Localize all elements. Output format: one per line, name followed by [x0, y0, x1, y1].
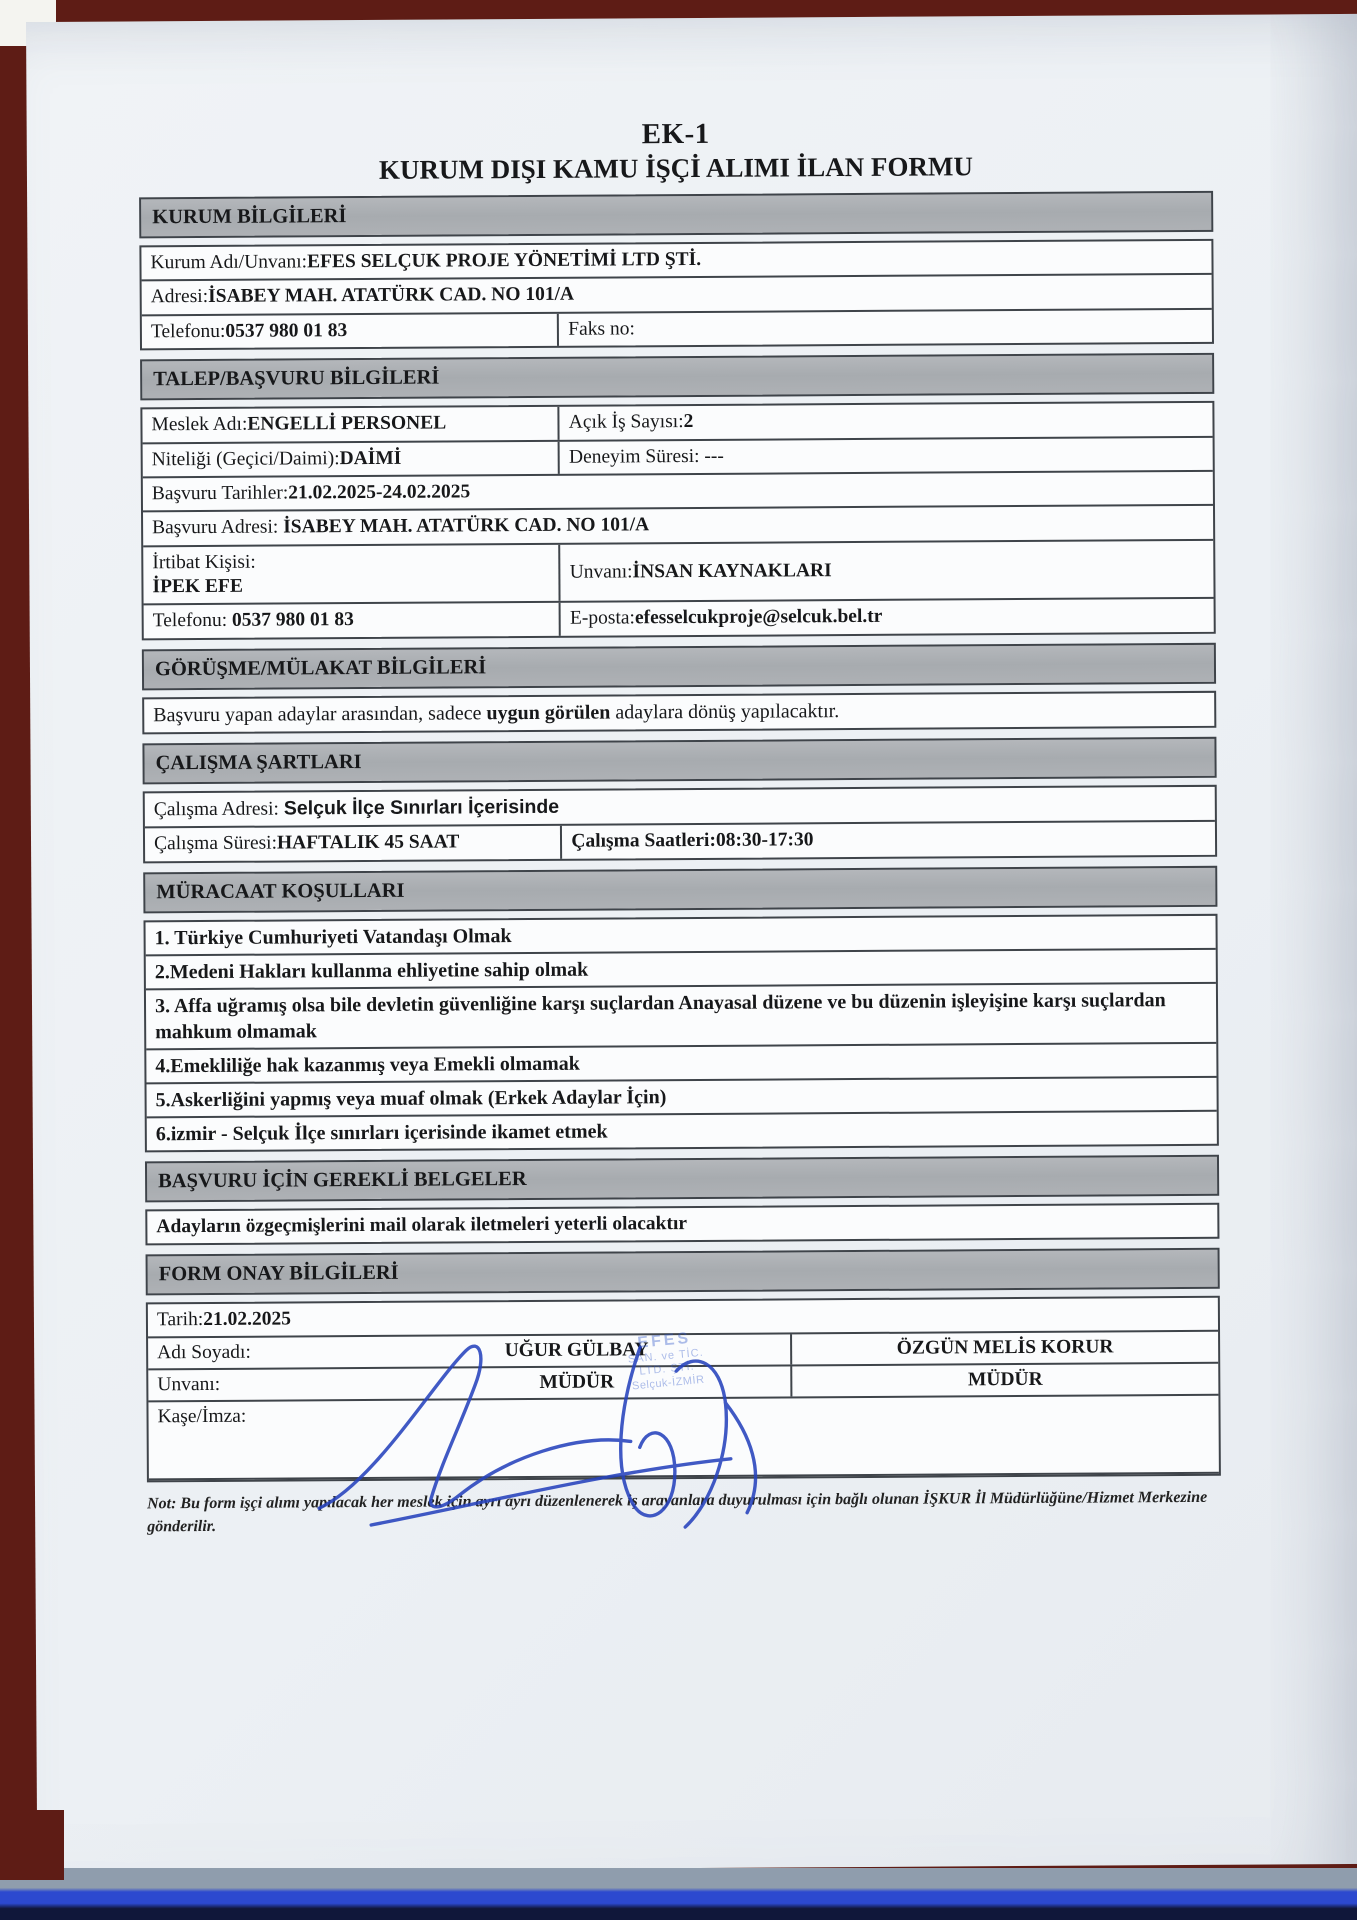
- section-header-form-onay: FORM ONAY BİLGİLERİ: [146, 1248, 1220, 1296]
- kosul-item-2: 2.Medeni Hakları kullanma ehliyetine sahip olmak: [146, 949, 1216, 990]
- field-value: 0537 980 01 83: [231, 609, 354, 632]
- field-label: Telefonu:: [150, 320, 226, 343]
- kosul-item-1: 1. Türkiye Cumhuriyeti Vatandaşı Olmak: [146, 915, 1216, 956]
- field-deneyim-suresi: [560, 437, 1213, 473]
- table-row: [144, 599, 1214, 638]
- field-label-unvani: Unvanı:: [157, 1374, 221, 1396]
- stamp-line: Selçuk-İZMİR: [631, 1373, 705, 1392]
- note-text: Bu form işçi alımı yapılacak her meslek için ayrı ayrı düzenlenerek iş arayanlara duyurulması için bağlı olunan İŞKUR İl Müdürlüğüne/Hizmet Merkezine gönderilir.: [147, 1489, 1208, 1536]
- stamp-line: SAN. ve TİC.: [627, 1346, 705, 1366]
- gerekli-belgeler-table: [145, 1202, 1219, 1245]
- section-header-gorusme-mulakat: GÖRÜŞME/MÜLAKAT BİLGİLERİ: [142, 643, 1216, 691]
- kosul-item-4: 4.Emekliliğe hak kazanmış veya Emekli olmamak: [146, 1043, 1216, 1084]
- field-value: ---: [699, 445, 724, 467]
- field-label: E-posta:: [569, 607, 636, 630]
- field-value: 21.02.2025: [203, 1308, 292, 1330]
- text-segment: adaylara dönüş yapılacaktır.: [610, 699, 840, 724]
- field-tarih: [148, 1298, 1218, 1337]
- field-label: Başvuru Tarihler:: [151, 482, 289, 505]
- onay-name-2: ÖZGÜN MELİS KORUR: [790, 1332, 1218, 1365]
- field-label: Başvuru Adresi:: [152, 516, 284, 539]
- field-value: İSABEY MAH. ATATÜRK CAD. NO 101/A: [283, 514, 650, 538]
- field-kurum-adi: [141, 241, 1211, 280]
- field-label: Çalışma Saatleri:: [571, 829, 716, 852]
- field-value: İNSAN KAYNAKLARI: [632, 559, 832, 583]
- field-label: Niteliği (Geçici/Daimi):: [151, 447, 340, 470]
- talep-basvuru-table: [140, 401, 1215, 640]
- gorusme-text: [153, 698, 933, 728]
- field-irtibat-telefon: [144, 603, 561, 638]
- field-label-kase-imza: Kaşe/İmza:: [157, 1405, 247, 1428]
- field-label: Adresi:: [150, 286, 209, 308]
- table-row: [142, 310, 1212, 349]
- field-label: Çalışma Süresi:: [153, 832, 278, 855]
- scanner-bottom-edge: [0, 1868, 1357, 1920]
- muracaat-kosullari-table: [143, 913, 1218, 1152]
- section-header-kurum-bilgileri: KURUM BİLGİLERİ: [139, 191, 1213, 239]
- field-calisma-adresi: [145, 787, 1215, 827]
- table-row: [143, 540, 1213, 605]
- section-header-gerekli-belgeler: BAŞVURU İÇİN GEREKLİ BELGELER: [145, 1154, 1219, 1202]
- field-calisma-saatleri: [562, 822, 1215, 858]
- field-label: Çalışma Adresi:: [153, 798, 284, 821]
- field-basvuru-tarihleri: [143, 472, 1213, 511]
- paper-sheet: [26, 14, 1357, 1872]
- field-calisma-suresi: [145, 826, 562, 861]
- form: [139, 115, 1222, 1539]
- kosul-item-5: 5.Askerliğini yapmış veya muaf olmak (Erkek Adaylar İçin): [147, 1077, 1217, 1118]
- footer-note: [147, 1486, 1221, 1539]
- field-value: HAFTALIK 45 SAAT: [276, 831, 460, 854]
- field-value: ENGELLİ PERSONEL: [247, 412, 447, 435]
- field-label: Tarih:: [156, 1308, 204, 1331]
- stamp-line: LTD. ŞTİ.: [638, 1360, 696, 1378]
- table-row: [145, 822, 1215, 861]
- field-value: İPEK EFE: [152, 575, 244, 598]
- field-acik-is-sayisi: [560, 403, 1213, 439]
- gorusme-mulakat-table: [142, 691, 1216, 735]
- field-label: Kurum Adı/Unvanı:: [150, 251, 308, 274]
- field-label: Faks no:: [568, 318, 635, 340]
- kosul-item-6: 6.izmir - Selçuk İlçe sınırları içerisinde ikamet etmek: [155, 1120, 608, 1145]
- field-value: 2: [683, 411, 694, 433]
- table-row: [144, 693, 1214, 733]
- field-eposta: [561, 599, 1214, 635]
- stamp-line: EFES: [636, 1329, 692, 1352]
- field-telefon: [142, 314, 559, 349]
- kurum-bilgileri-table: [139, 239, 1214, 351]
- field-adres: [142, 275, 1212, 314]
- onay-unvan-1: MÜDÜR: [539, 1371, 615, 1394]
- field-value: efesselcukproje@selcuk.bel.tr: [634, 606, 883, 629]
- table-row: [147, 1204, 1217, 1243]
- scanner-bed-corner: [0, 1810, 64, 1880]
- table-row: [148, 1396, 1218, 1481]
- field-value: DAİMİ: [339, 447, 402, 469]
- field-niteligi: [143, 441, 560, 476]
- field-value: EFES SELÇUK PROJE YÖNETİMİ LTD ŞTİ.: [306, 248, 702, 273]
- field-faks: [559, 310, 1212, 346]
- field-label: Meslek Adı:: [151, 413, 248, 436]
- belgeler-aciklama: Adayların özgeçmişlerini mail olarak iletmeleri yeterli olacaktır: [156, 1212, 688, 1237]
- field-irtibat-kisisi: [143, 544, 561, 603]
- field-irtibat-unvani: [561, 540, 1214, 601]
- section-header-muracaat-kosullari: MÜRACAAT KOŞULLARI: [143, 865, 1217, 913]
- gorusme-aciklama: [144, 693, 1214, 733]
- note-prefix: Not:: [147, 1495, 177, 1513]
- form-onay-table: [146, 1296, 1221, 1483]
- field-value: 08:30-17:30: [715, 829, 814, 851]
- field-meslek-adi: [142, 407, 559, 442]
- form-code: EK-1: [641, 117, 710, 151]
- kosul-item-3: 3. Affa uğramış olsa bile devletin güvenliğine karşı suçlardan Anayasal düzene ve bu düzenin işleyişine karşı suçlardan mahkum olmamak: [146, 983, 1216, 1050]
- text-segment: Başvuru yapan adaylar arasından, sadece: [153, 702, 487, 727]
- section-header-calisma-sartlari: ÇALIŞMA ŞARTLARI: [142, 737, 1216, 785]
- field-value: 0537 980 01 83: [225, 319, 348, 342]
- field-value: İSABEY MAH. ATATÜRK CAD. NO 101/A: [208, 284, 575, 308]
- calisma-sartlari-table: [143, 785, 1217, 863]
- field-label: Deneyim Süresi:: [568, 445, 700, 468]
- field-label-adi-soyadi: Adı Soyadı:: [157, 1341, 251, 1364]
- field-label: Açık İş Sayısı:: [568, 411, 684, 433]
- field-value: Selçuk İlçe Sınırları İçerisinde: [283, 795, 560, 820]
- form-title: KURUM DIŞI KAMU İŞÇİ ALIMI İLAN FORMU: [378, 151, 974, 185]
- field-label: Unvanı:: [569, 561, 633, 583]
- onay-name-1: UĞUR GÜLBAY: [504, 1339, 649, 1362]
- field-label: İrtibat Kişisi:: [152, 551, 256, 573]
- onay-unvan-2: MÜDÜR: [790, 1364, 1218, 1397]
- field-basvuru-adresi: [143, 506, 1213, 545]
- field-label: Telefonu:: [152, 610, 233, 632]
- section-header-talep-basvuru: TALEP/BAŞVURU BİLGİLERİ: [140, 353, 1214, 401]
- field-value: 21.02.2025-24.02.2025: [288, 481, 471, 504]
- text-segment-bold: uygun görülen: [486, 701, 611, 725]
